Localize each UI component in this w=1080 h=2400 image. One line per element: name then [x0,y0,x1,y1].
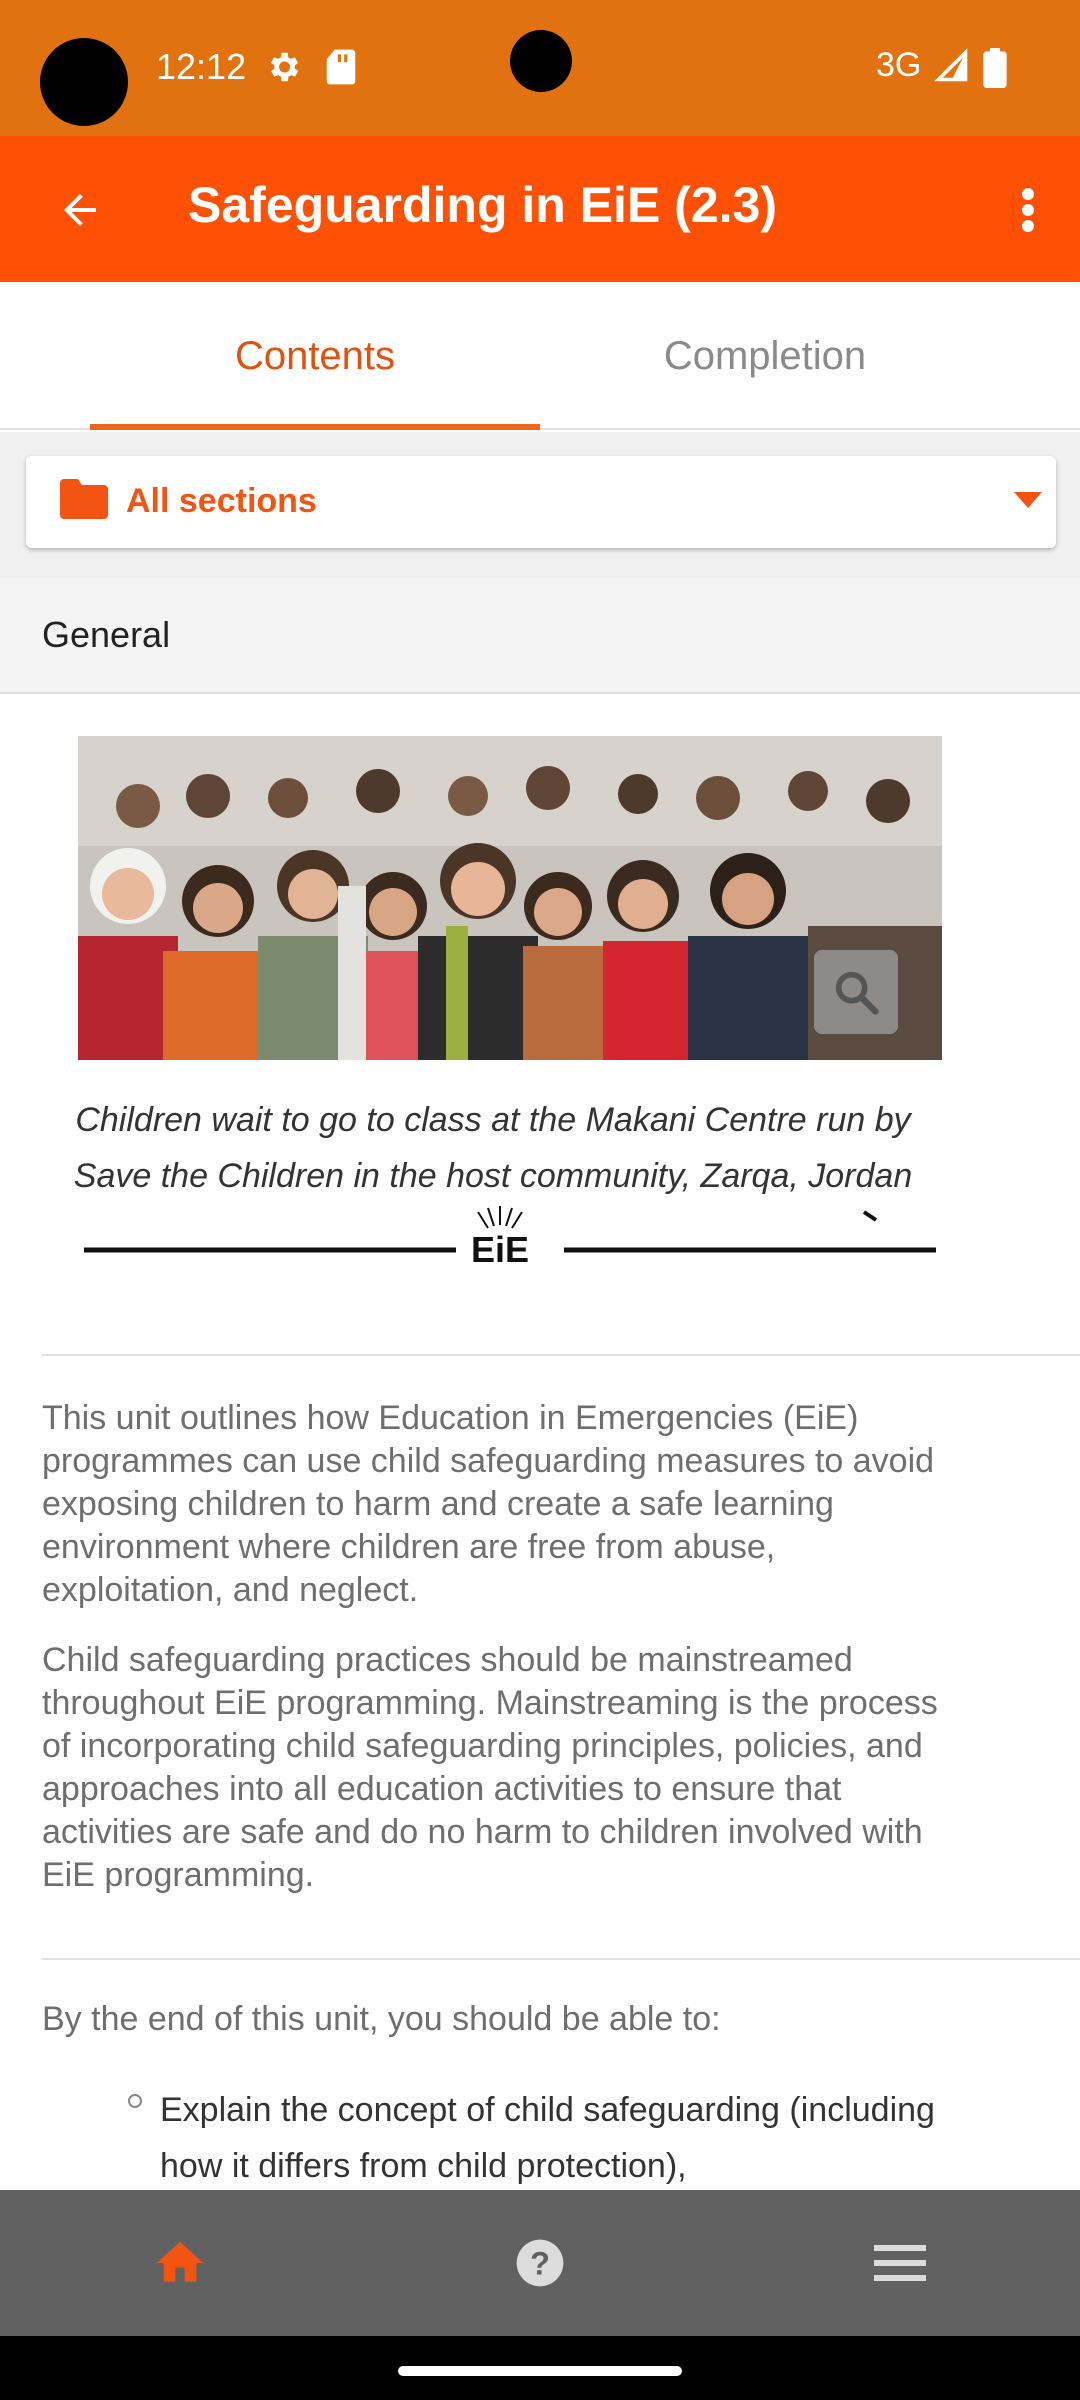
section-selector[interactable] [26,456,1056,548]
home-icon [152,2235,208,2291]
tab-contents[interactable]: Contents [234,333,396,378]
active-tab-indicator [90,424,540,430]
status-bar [0,0,1080,136]
divider-line [42,1354,1080,1356]
page-title: Safeguarding in EiE (2.3) [188,177,777,233]
photo-caption: Children wait to go to class at the Makani Centre run by Save the Children in the host community, Zarqa, Jordan [73,1101,913,1195]
section-title: General [42,614,171,655]
children-photo[interactable] [78,736,942,1060]
learning-outcomes-intro: By the end of this unit, you should be able to: [42,2000,721,2038]
front-camera [510,30,572,92]
sd-card-icon [324,48,358,91]
app-bar [0,136,1080,282]
intro-paragraph-1: This unit outlines how Education in Emergencies (EiE) programmes can use child safeguarding measures to avoid exposing children to harm and create a safe learning environment where children are free from abuse, exploitation, and neglect. [42,1399,935,1609]
arrow-back-icon [56,186,104,234]
network-type: 3G [876,46,922,84]
eie-logo-text: EiE [470,1229,530,1266]
search-icon [830,966,882,1018]
section-selector-label: All sections [126,482,317,520]
svg-text:?: ? [530,2244,550,2282]
nav-home-button[interactable] [0,2190,360,2336]
zoom-image-button[interactable] [814,950,898,1034]
camera-cutout [40,38,128,126]
more-vert-icon [1020,186,1036,234]
eie-logo-divider [84,1206,936,1266]
nav-menu-button[interactable] [720,2190,1080,2336]
learning-outcome-item: Explain the concept of child safeguarding (including how it differs from child protection), [160,2091,935,2185]
folder-icon [60,478,108,525]
nav-help-button[interactable] [360,2190,720,2336]
back-button[interactable] [44,174,116,246]
bottom-navigation [0,2190,1080,2336]
divider-line [42,1958,1080,1960]
menu-icon [874,2243,926,2283]
signal-icon [934,48,970,89]
tab-bar [0,282,1080,430]
section-header [0,578,1080,694]
more-options-button[interactable] [1000,174,1056,246]
home-gesture-handle[interactable] [398,2366,682,2376]
intro-paragraph-2: Child safeguarding practices should be mainstreamed throughout EiE programming. Mainstreaming is the process of incorporating child safeguarding principles, policies, and approaches into all education activities to ensure that activities are safe and do no harm to children involved with EiE programming. [42,1641,938,1894]
photo-illustration [78,736,942,1060]
settings-gear-icon [264,48,302,91]
help-icon [512,2235,568,2291]
battery-icon [982,48,1008,93]
status-time: 12:12 [156,46,247,87]
chevron-down-icon [1014,492,1042,513]
tab-completion[interactable]: Completion [663,333,867,378]
